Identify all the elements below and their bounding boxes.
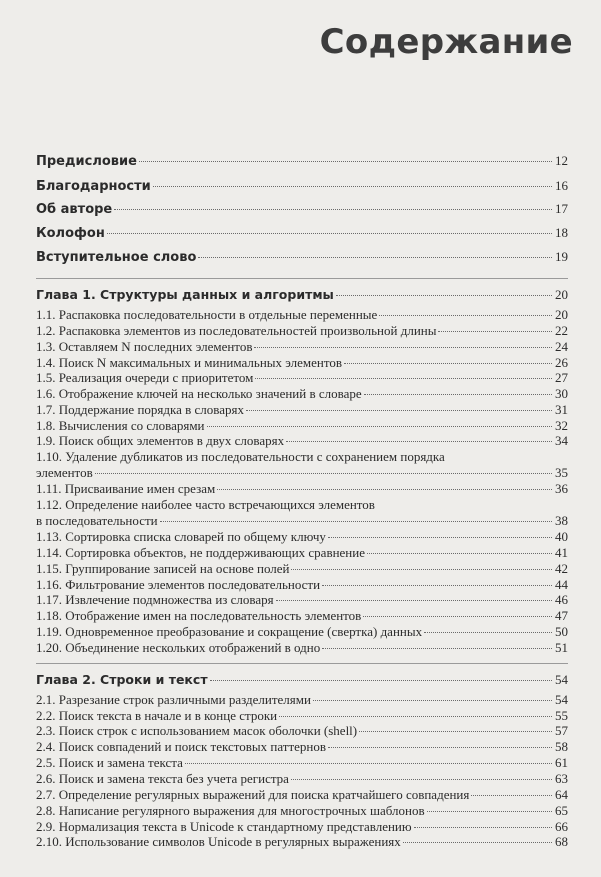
section-title: 1.6. Отображение ключей на несколько значений в словаре <box>36 386 362 401</box>
dot-leader <box>114 209 552 210</box>
dot-leader <box>160 521 552 522</box>
page-number: 32 <box>555 418 568 433</box>
dot-leader <box>198 257 552 258</box>
page-number: 51 <box>555 640 568 655</box>
page-number: 41 <box>555 545 568 560</box>
entry-title: Колофон <box>36 226 105 241</box>
page-number: 22 <box>555 323 568 338</box>
entry-title: Благодарности <box>36 179 151 194</box>
dot-leader <box>424 632 552 633</box>
page-number: 61 <box>555 755 568 770</box>
dot-leader <box>185 763 552 764</box>
dot-leader <box>403 842 552 843</box>
page-number: 17 <box>555 201 568 216</box>
dot-leader <box>286 441 552 442</box>
dot-leader <box>107 233 552 234</box>
section-title: элементов <box>36 465 93 480</box>
dot-leader <box>153 186 552 187</box>
toc-section[interactable] <box>36 307 568 323</box>
page-number: 66 <box>555 819 568 834</box>
toc-section[interactable] <box>36 545 568 561</box>
dot-leader <box>210 680 552 681</box>
page-number: 47 <box>555 608 568 623</box>
toc-section[interactable] <box>36 708 568 724</box>
section-title: 1.3. Оставляем N последних элементов <box>36 339 253 354</box>
page-number: 57 <box>555 723 568 738</box>
page-number: 18 <box>555 225 568 240</box>
section-title: 1.19. Одновременное преобразование и сокращение (свертка) данных <box>36 624 423 639</box>
section-title: 2.1. Разрезание строк различными разделителями <box>36 692 311 707</box>
section-title: 2.10. Использование символов Unicode в регулярных выражениях <box>36 834 401 849</box>
toc-section[interactable] <box>36 739 568 755</box>
page-number: 63 <box>555 771 568 786</box>
chapter-title: Глава 1. Структуры данных и алгоритмы <box>36 287 334 302</box>
toc-section[interactable] <box>36 834 568 850</box>
toc-section[interactable] <box>36 692 568 708</box>
page-number: 12 <box>555 153 568 168</box>
page-number: 58 <box>555 739 568 754</box>
dot-leader <box>322 585 552 586</box>
page-number: 27 <box>555 370 568 385</box>
page-number: 64 <box>555 787 568 802</box>
toc-section[interactable] <box>36 386 568 402</box>
toc-entry-about-author[interactable] <box>36 201 568 217</box>
dot-leader <box>328 747 552 748</box>
toc-section[interactable] <box>36 529 568 545</box>
page-number: 65 <box>555 803 568 818</box>
page-number: 26 <box>555 355 568 370</box>
dot-leader <box>291 569 552 570</box>
toc-section[interactable] <box>36 418 568 434</box>
dot-leader <box>364 394 552 395</box>
section-title: 1.20. Объединение нескольких отображений в одно <box>36 640 321 655</box>
page-number: 68 <box>555 834 568 849</box>
section-title: 1.2. Распаковка элементов из последовательностей произвольной длины <box>36 323 437 338</box>
section-title: 1.1. Распаковка последовательности в отдельные переменные <box>36 307 378 322</box>
toc-entry-acknowledgements[interactable] <box>36 178 568 194</box>
toc-section[interactable] <box>36 323 568 339</box>
section-title: 1.17. Извлечение подмножества из словаря <box>36 592 274 607</box>
entry-title: Об авторе <box>36 202 113 217</box>
section-title: 1.16. Фильтрование элементов последовательности <box>36 577 321 592</box>
dot-leader <box>336 295 552 296</box>
page-number: 16 <box>555 178 568 193</box>
dot-leader <box>95 473 552 474</box>
toc-section[interactable] <box>36 755 568 771</box>
dot-leader <box>246 410 552 411</box>
dot-leader <box>438 331 552 332</box>
page-number: 31 <box>555 402 568 417</box>
section-title: 1.9. Поиск общих элементов в двух словарях <box>36 433 285 448</box>
section-title: 2.8. Написание регулярного выражения для многострочных шаблонов <box>36 803 425 818</box>
page-number: 35 <box>555 465 568 480</box>
entry-title: Предисловие <box>36 154 137 169</box>
dot-leader <box>471 795 552 796</box>
toc-section[interactable] <box>36 513 568 529</box>
section-title-line: 1.12. Определение наиболее часто встречающихся элементов <box>36 497 375 512</box>
toc-section[interactable] <box>36 640 568 656</box>
toc-section[interactable] <box>36 723 568 739</box>
page-number: 42 <box>555 561 568 576</box>
dot-leader <box>313 700 552 701</box>
section-title: 1.8. Вычисления со словарями <box>36 418 205 433</box>
dot-leader <box>344 363 552 364</box>
dot-leader <box>359 731 552 732</box>
section-title: 2.9. Нормализация текста в Unicode к стандартному представлению <box>36 819 412 834</box>
toc-chapter-2[interactable] <box>36 672 568 688</box>
page-number: 55 <box>555 708 568 723</box>
divider <box>36 278 568 279</box>
page-number: 54 <box>555 692 568 707</box>
toc-section[interactable] <box>36 787 568 803</box>
page-number: 44 <box>555 577 568 592</box>
toc-section[interactable] <box>36 771 568 787</box>
section-title: 2.2. Поиск текста в начале и в конце строки <box>36 708 278 723</box>
dot-leader <box>379 315 552 316</box>
section-title-line: 1.10. Удаление дубликатов из последовательности с сохранением порядка <box>36 449 445 464</box>
dot-leader <box>207 426 553 427</box>
section-title: 1.5. Реализация очереди с приоритетом <box>36 370 254 385</box>
page-number: 36 <box>555 481 568 496</box>
toc-section[interactable] <box>36 803 568 819</box>
toc-section[interactable] <box>36 624 568 640</box>
dot-leader <box>139 161 552 162</box>
dot-leader <box>328 537 552 538</box>
dot-leader <box>279 716 552 717</box>
section-title: 2.5. Поиск и замена текста <box>36 755 183 770</box>
dot-leader <box>217 489 552 490</box>
section-title: 1.18. Отображение имен на последовательность элементов <box>36 608 362 623</box>
section-title: 2.3. Поиск строк с использованием масок оболочки (shell) <box>36 723 358 738</box>
section-title: 1.15. Группирование записей на основе полей <box>36 561 290 576</box>
toc-chapter-1[interactable] <box>36 287 568 303</box>
entry-title: Вступительное слово <box>36 250 197 265</box>
dot-leader <box>291 779 552 780</box>
page-number: 30 <box>555 386 568 401</box>
page-number: 19 <box>555 249 568 264</box>
toc-section[interactable] <box>36 433 568 449</box>
toc-entry-preface[interactable] <box>36 153 568 169</box>
section-title: 2.4. Поиск совпадений и поиск текстовых паттернов <box>36 739 326 754</box>
toc-entry-foreword[interactable] <box>36 249 568 265</box>
section-title: 2.6. Поиск и замена текста без учета регистра <box>36 771 289 786</box>
page-number: 38 <box>555 513 568 528</box>
section-title: 1.4. Поиск N максимальных и минимальных элементов <box>36 355 342 370</box>
dot-leader <box>414 827 552 828</box>
toc-section[interactable] <box>36 465 568 481</box>
section-title: 1.11. Присваивание имен срезам <box>36 481 216 496</box>
toc-section[interactable] <box>36 370 568 386</box>
toc-section[interactable] <box>36 608 568 624</box>
dot-leader <box>254 347 552 348</box>
toc-entry-colophon[interactable] <box>36 225 568 241</box>
page-number: 20 <box>555 287 568 302</box>
divider <box>36 663 568 664</box>
page-number: 20 <box>555 307 568 322</box>
section-title: 1.7. Поддержание порядка в словарях <box>36 402 244 417</box>
dot-leader <box>367 553 552 554</box>
page-number: 24 <box>555 339 568 354</box>
section-title: 1.13. Сортировка списка словарей по общему ключу <box>36 529 326 544</box>
dot-leader <box>427 811 552 812</box>
toc-section[interactable] <box>36 355 568 371</box>
dot-leader <box>255 378 552 379</box>
page-number: 40 <box>555 529 568 544</box>
section-title: 2.7. Определение регулярных выражений для поиска кратчайшего совпадения <box>36 787 470 802</box>
section-title: в последовательности <box>36 513 158 528</box>
page-number: 34 <box>555 433 568 448</box>
toc-section[interactable] <box>36 592 568 608</box>
toc-section[interactable] <box>36 481 568 497</box>
toc-section[interactable] <box>36 402 568 418</box>
page-number: 46 <box>555 592 568 607</box>
section-title: 1.14. Сортировка объектов, не поддерживающих сравнение <box>36 545 365 560</box>
dot-leader <box>276 600 552 601</box>
chapter-title: Глава 2. Строки и текст <box>36 672 208 687</box>
toc-section[interactable] <box>36 339 568 355</box>
page-number: 54 <box>555 672 568 687</box>
toc-section[interactable] <box>36 577 568 593</box>
toc-section[interactable] <box>36 819 568 835</box>
dot-leader <box>322 648 552 649</box>
toc-section[interactable] <box>36 561 568 577</box>
page-title: Содержание <box>319 22 573 62</box>
dot-leader <box>363 616 552 617</box>
page-number: 50 <box>555 624 568 639</box>
